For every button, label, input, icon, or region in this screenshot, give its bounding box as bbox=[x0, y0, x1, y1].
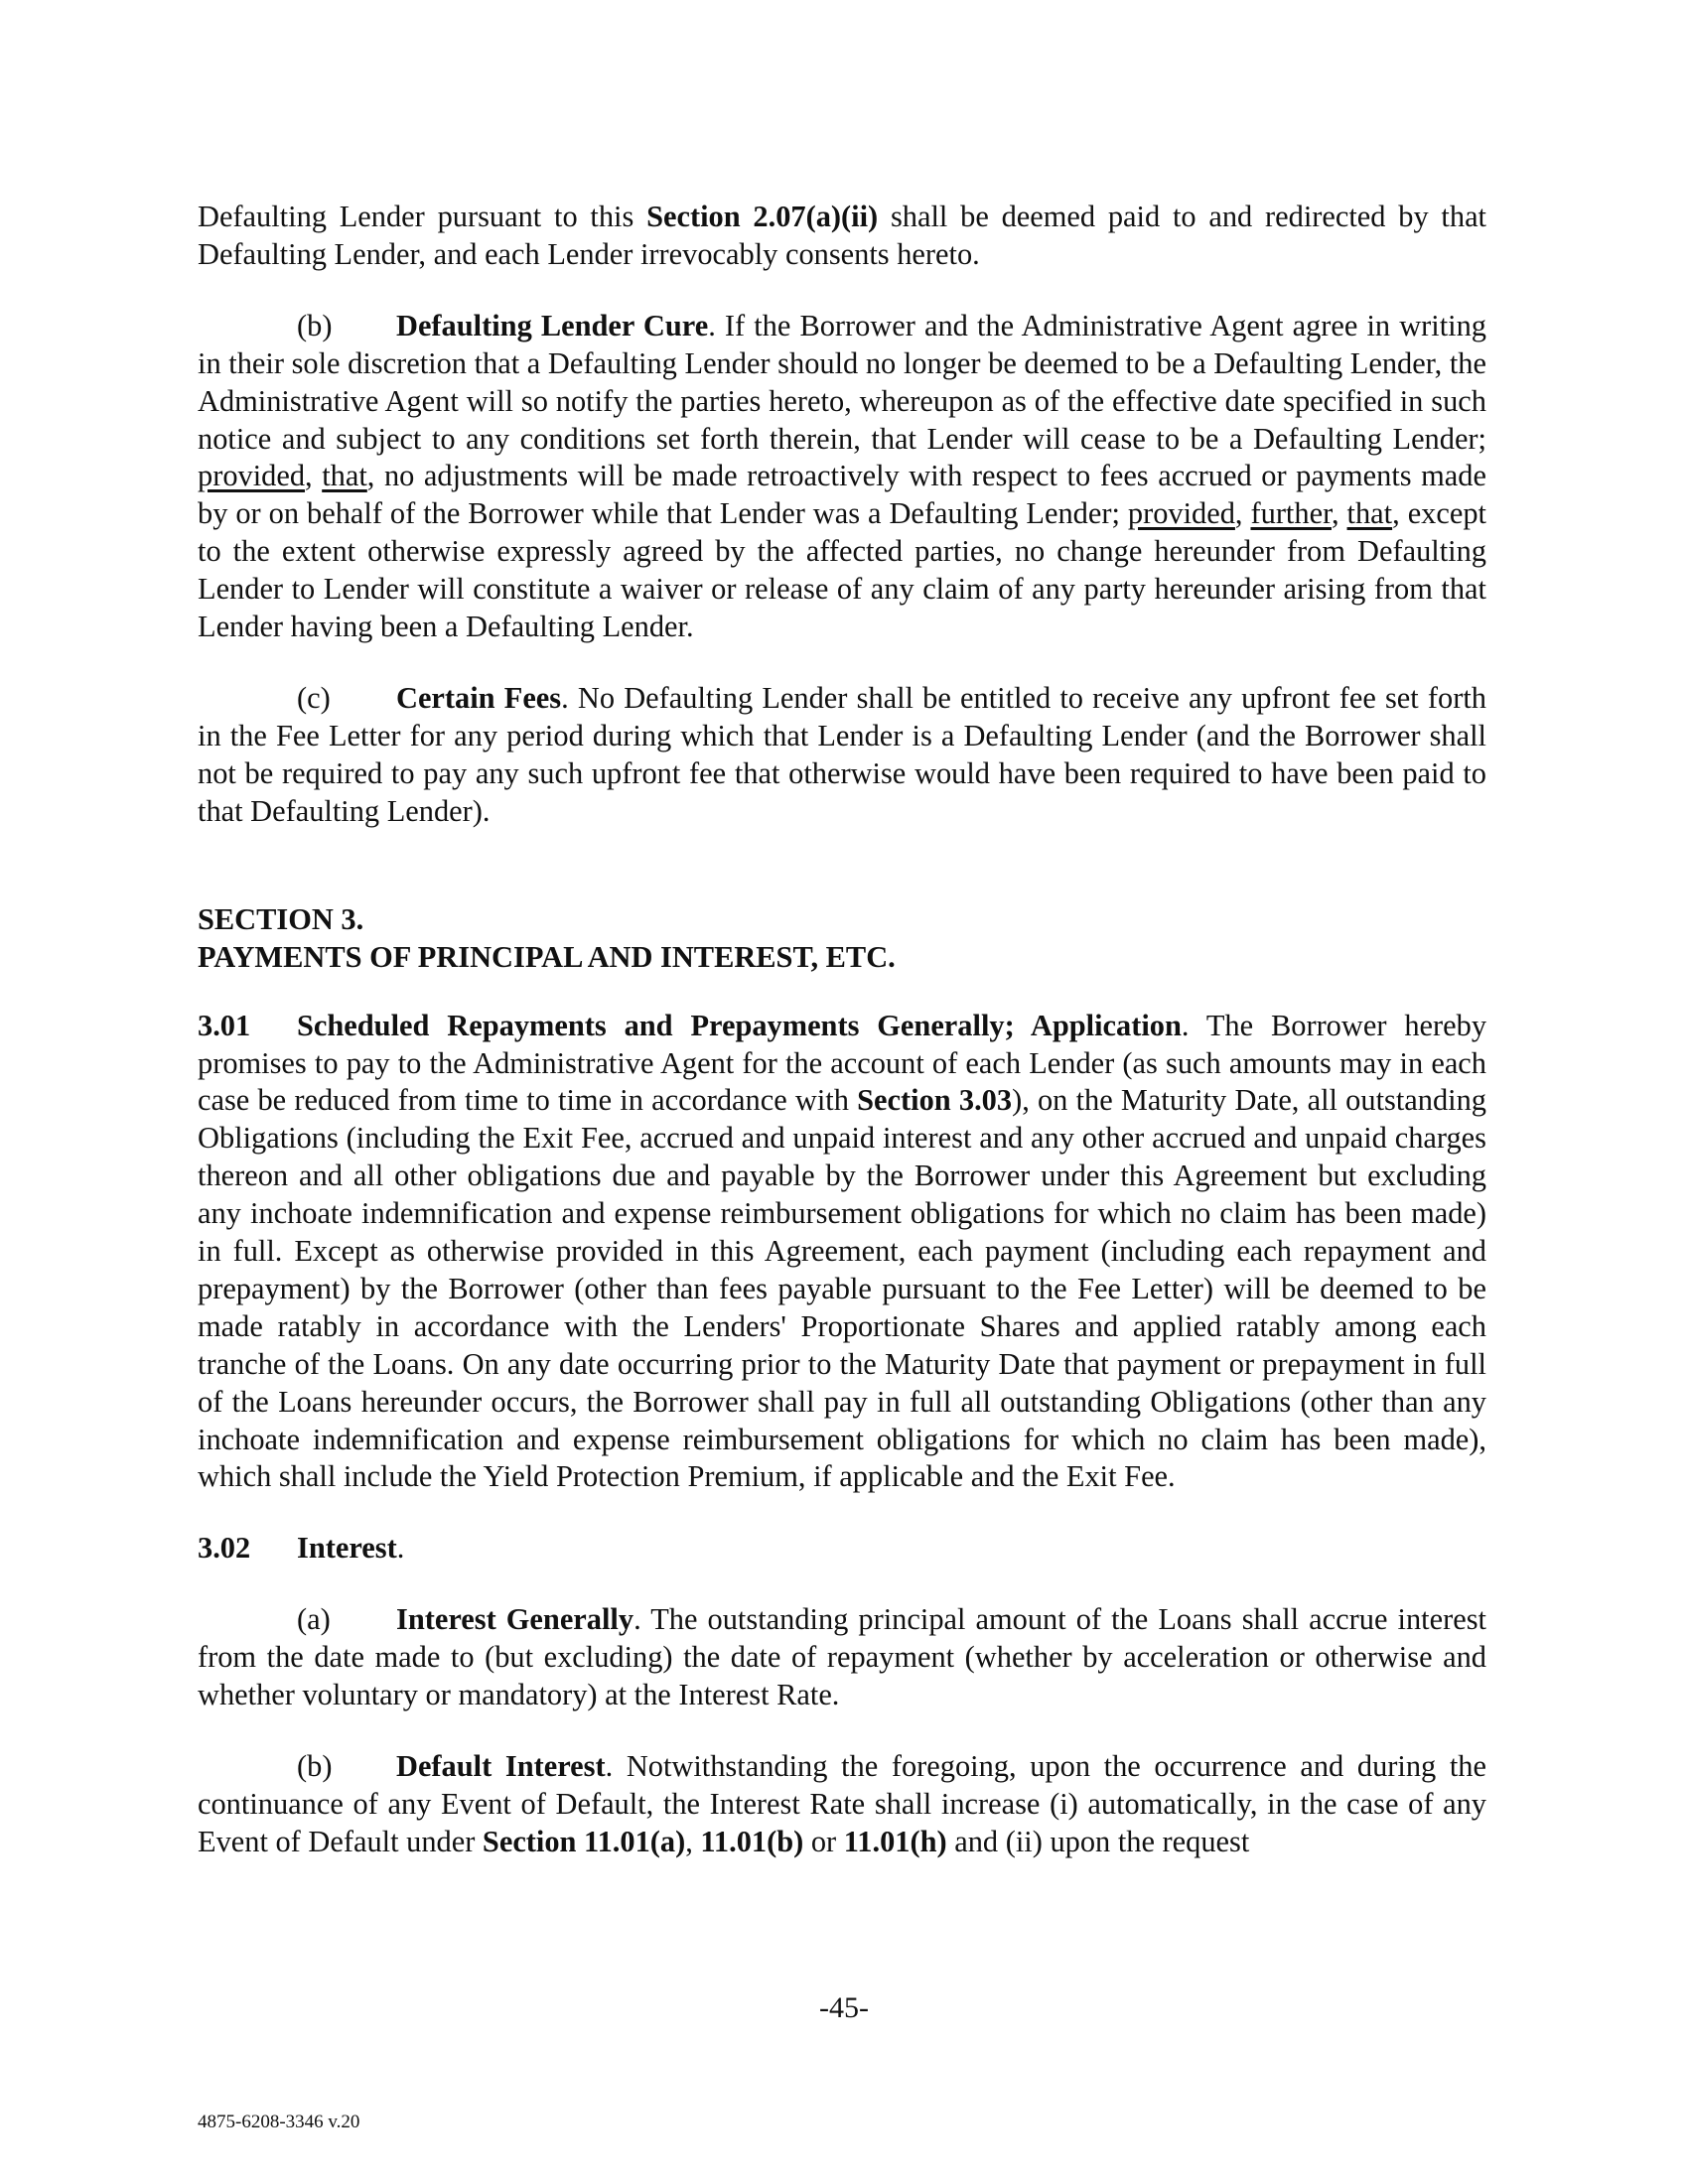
underlined-term: that bbox=[322, 459, 367, 493]
subsection-number: 3.01 bbox=[198, 1008, 251, 1042]
document-page bbox=[198, 199, 1486, 1861]
text: . No Defaulting Lender shall be entitled to receive any upfront fee set forth in the Fee Letter for any period during which that Lender is a Defaulting Lender (and the Borrower shall not be required to pay any such upfront fee that otherwise would have been required to have been paid to that Defaulting Lender). bbox=[198, 680, 1486, 828]
paragraph-3-02: 3.02 Interest. bbox=[198, 1530, 1486, 1568]
section-reference: Section 2.07(a)(ii) bbox=[646, 200, 879, 233]
text: . If the Borrower and the Administrative Agent agree in writing in their sole discretion that a Defaulting Lender should no longer be deemed to be a Defaulting Lender, the Administrative Agent will so notify the parties hereto, whereupon as of the effective date specified in such notice and subject to any conditions set forth therein, that Lender will cease to be a Defaulting Lender; bbox=[198, 308, 1486, 456]
text: . The outstanding principal amount of the Loans shall accrue interest from the date made to (but excluding) the date of repayment (whether by acceleration or otherwise and whether voluntary or mandatory) at the Interest Rate. bbox=[198, 1602, 1486, 1712]
underlined-term: provided bbox=[198, 459, 306, 493]
clause-label: (a) bbox=[297, 1602, 331, 1637]
underlined-term: further bbox=[1250, 496, 1332, 531]
text: , except to the extent otherwise expressly agreed by the affected parties, no change hereunder from Defaulting Lender to Lender will constitute a waiver or release of any claim of any party hereunder arising from that Lender having been a Defaulting Lender. bbox=[198, 496, 1486, 644]
section-reference: Section 3.03 bbox=[857, 1083, 1013, 1118]
paragraph-interest-generally bbox=[198, 1601, 1486, 1714]
section-number: SECTION 3. bbox=[198, 901, 364, 936]
clause-title: Interest Generally bbox=[396, 1602, 634, 1637]
section-reference: 11.01(b) bbox=[700, 1824, 804, 1858]
text: . Notwithstanding the foregoing, upon the occurrence and during the continuance of any Event of Default, the Interest Rate shall increase (i) automatically, in the case of any Event of Default under bbox=[198, 1749, 1486, 1858]
underlined-term: provided bbox=[1127, 496, 1235, 531]
section-reference: Section 11.01(a) bbox=[482, 1824, 686, 1858]
text: , no adjustments will be made retroactively with respect to fees accrued or payments made by or on behalf of the Borrower while that Lender was a Defaulting Lender; bbox=[198, 459, 1486, 531]
subsection-title: Interest bbox=[297, 1531, 397, 1566]
clause-label: (b) bbox=[297, 308, 333, 342]
paragraph-default-interest: (b) Default Interest. Notwithstanding the foregoing, upon the occurrence and during the continuance of any Event of Default, the Interest Rate shall increase (i) automatically, in the case of any Event of Default under Section 11.01(a), 11.01(b) or 11.01(h) and (ii) upon the request bbox=[198, 1749, 1486, 1858]
paragraph-continuation bbox=[198, 199, 1486, 274]
page-number: -45- bbox=[819, 1991, 869, 2024]
subsection-number: 3.02 bbox=[198, 1531, 251, 1566]
subsection-title: Scheduled Repayments and Prepayments Generally; Application bbox=[297, 1008, 1182, 1042]
text: and (ii) upon the request bbox=[946, 1824, 1250, 1858]
text: Defaulting Lender pursuant to this bbox=[198, 200, 647, 233]
clause-label: (c) bbox=[297, 680, 331, 715]
section-title: PAYMENTS OF PRINCIPAL AND INTEREST, ETC. bbox=[198, 939, 896, 974]
paragraph-defaulting-lender-cure: (b) Defaulting Lender Cure. If the Borrower and the Administrative Agent agree in writing in their sole discretion that a Defaulting Lender should no longer be deemed to be a Defaulting Lender, the Administrative Agent will so notify the parties hereto, whereupon as of the effective date specified in such notice and subject to any conditions set forth therein, that Lender will cease to be a Defaulting Lender; provided, that, no adjustments will be made retroactively with respect to fees accrued or payments made by or on behalf of the Borrower while that Lender was a Defaulting Lender; provided, further, that, except to the extent otherwise expressly agreed by the affected parties, no change hereunder from Defaulting Lender to Lender will constitute a waiver or release of any claim of any party hereunder arising from that Lender having been a Defaulting Lender. bbox=[198, 308, 1486, 644]
paragraph-3-01 bbox=[198, 1008, 1486, 1497]
clause-title: Default Interest bbox=[396, 1749, 606, 1783]
text: . The Borrower hereby promises to pay to the Administrative Agent for the account of each Lender (as such amounts may in each case be reduced from time to time in accordance with bbox=[198, 1008, 1487, 1118]
clause-label: (b) bbox=[297, 1749, 333, 1783]
section-heading bbox=[198, 900, 1486, 976]
paragraph-certain-fees bbox=[198, 680, 1486, 831]
clause-title: Certain Fees bbox=[396, 680, 562, 715]
section-reference: 11.01(h) bbox=[843, 1824, 947, 1858]
document-id: 4875-6208-3346 v.20 bbox=[198, 2112, 360, 2132]
text: ), on the Maturity Date, all outstanding Obligations (including the Exit Fee, accrued and unpaid interest and any other accrued and unpaid charges thereon and all other obligations due and payable by the Borrower under this Agreement but excluding any inchoate indemnification and expense reimbursement obligations for which no claim has been made) in full. Except as otherwise provided in this Agreement, each payment (including each repayment and prepayment) by the Borrower (other than fees payable pursuant to the Fee Letter) will be deemed to be made ratably in accordance with the Lenders' Proportionate Shares and applied ratably among each tranche of the Loans. On any date occurring prior to the Maturity Date that payment or prepayment in full of the Loans hereunder occurs, the Borrower shall pay in full all outstanding Obligations (other than any inchoate indemnification and expense reimbursement obligations for which no claim has been made), which shall include the Yield Protection Premium, if applicable and the Exit Fee. bbox=[198, 1083, 1486, 1494]
text: shall be deemed paid to and redirected by that Defaulting Lender, and each Lender irrevocably consents hereto. bbox=[198, 200, 1486, 271]
clause-title: Defaulting Lender Cure bbox=[396, 308, 709, 342]
underlined-term: that bbox=[1346, 496, 1393, 531]
